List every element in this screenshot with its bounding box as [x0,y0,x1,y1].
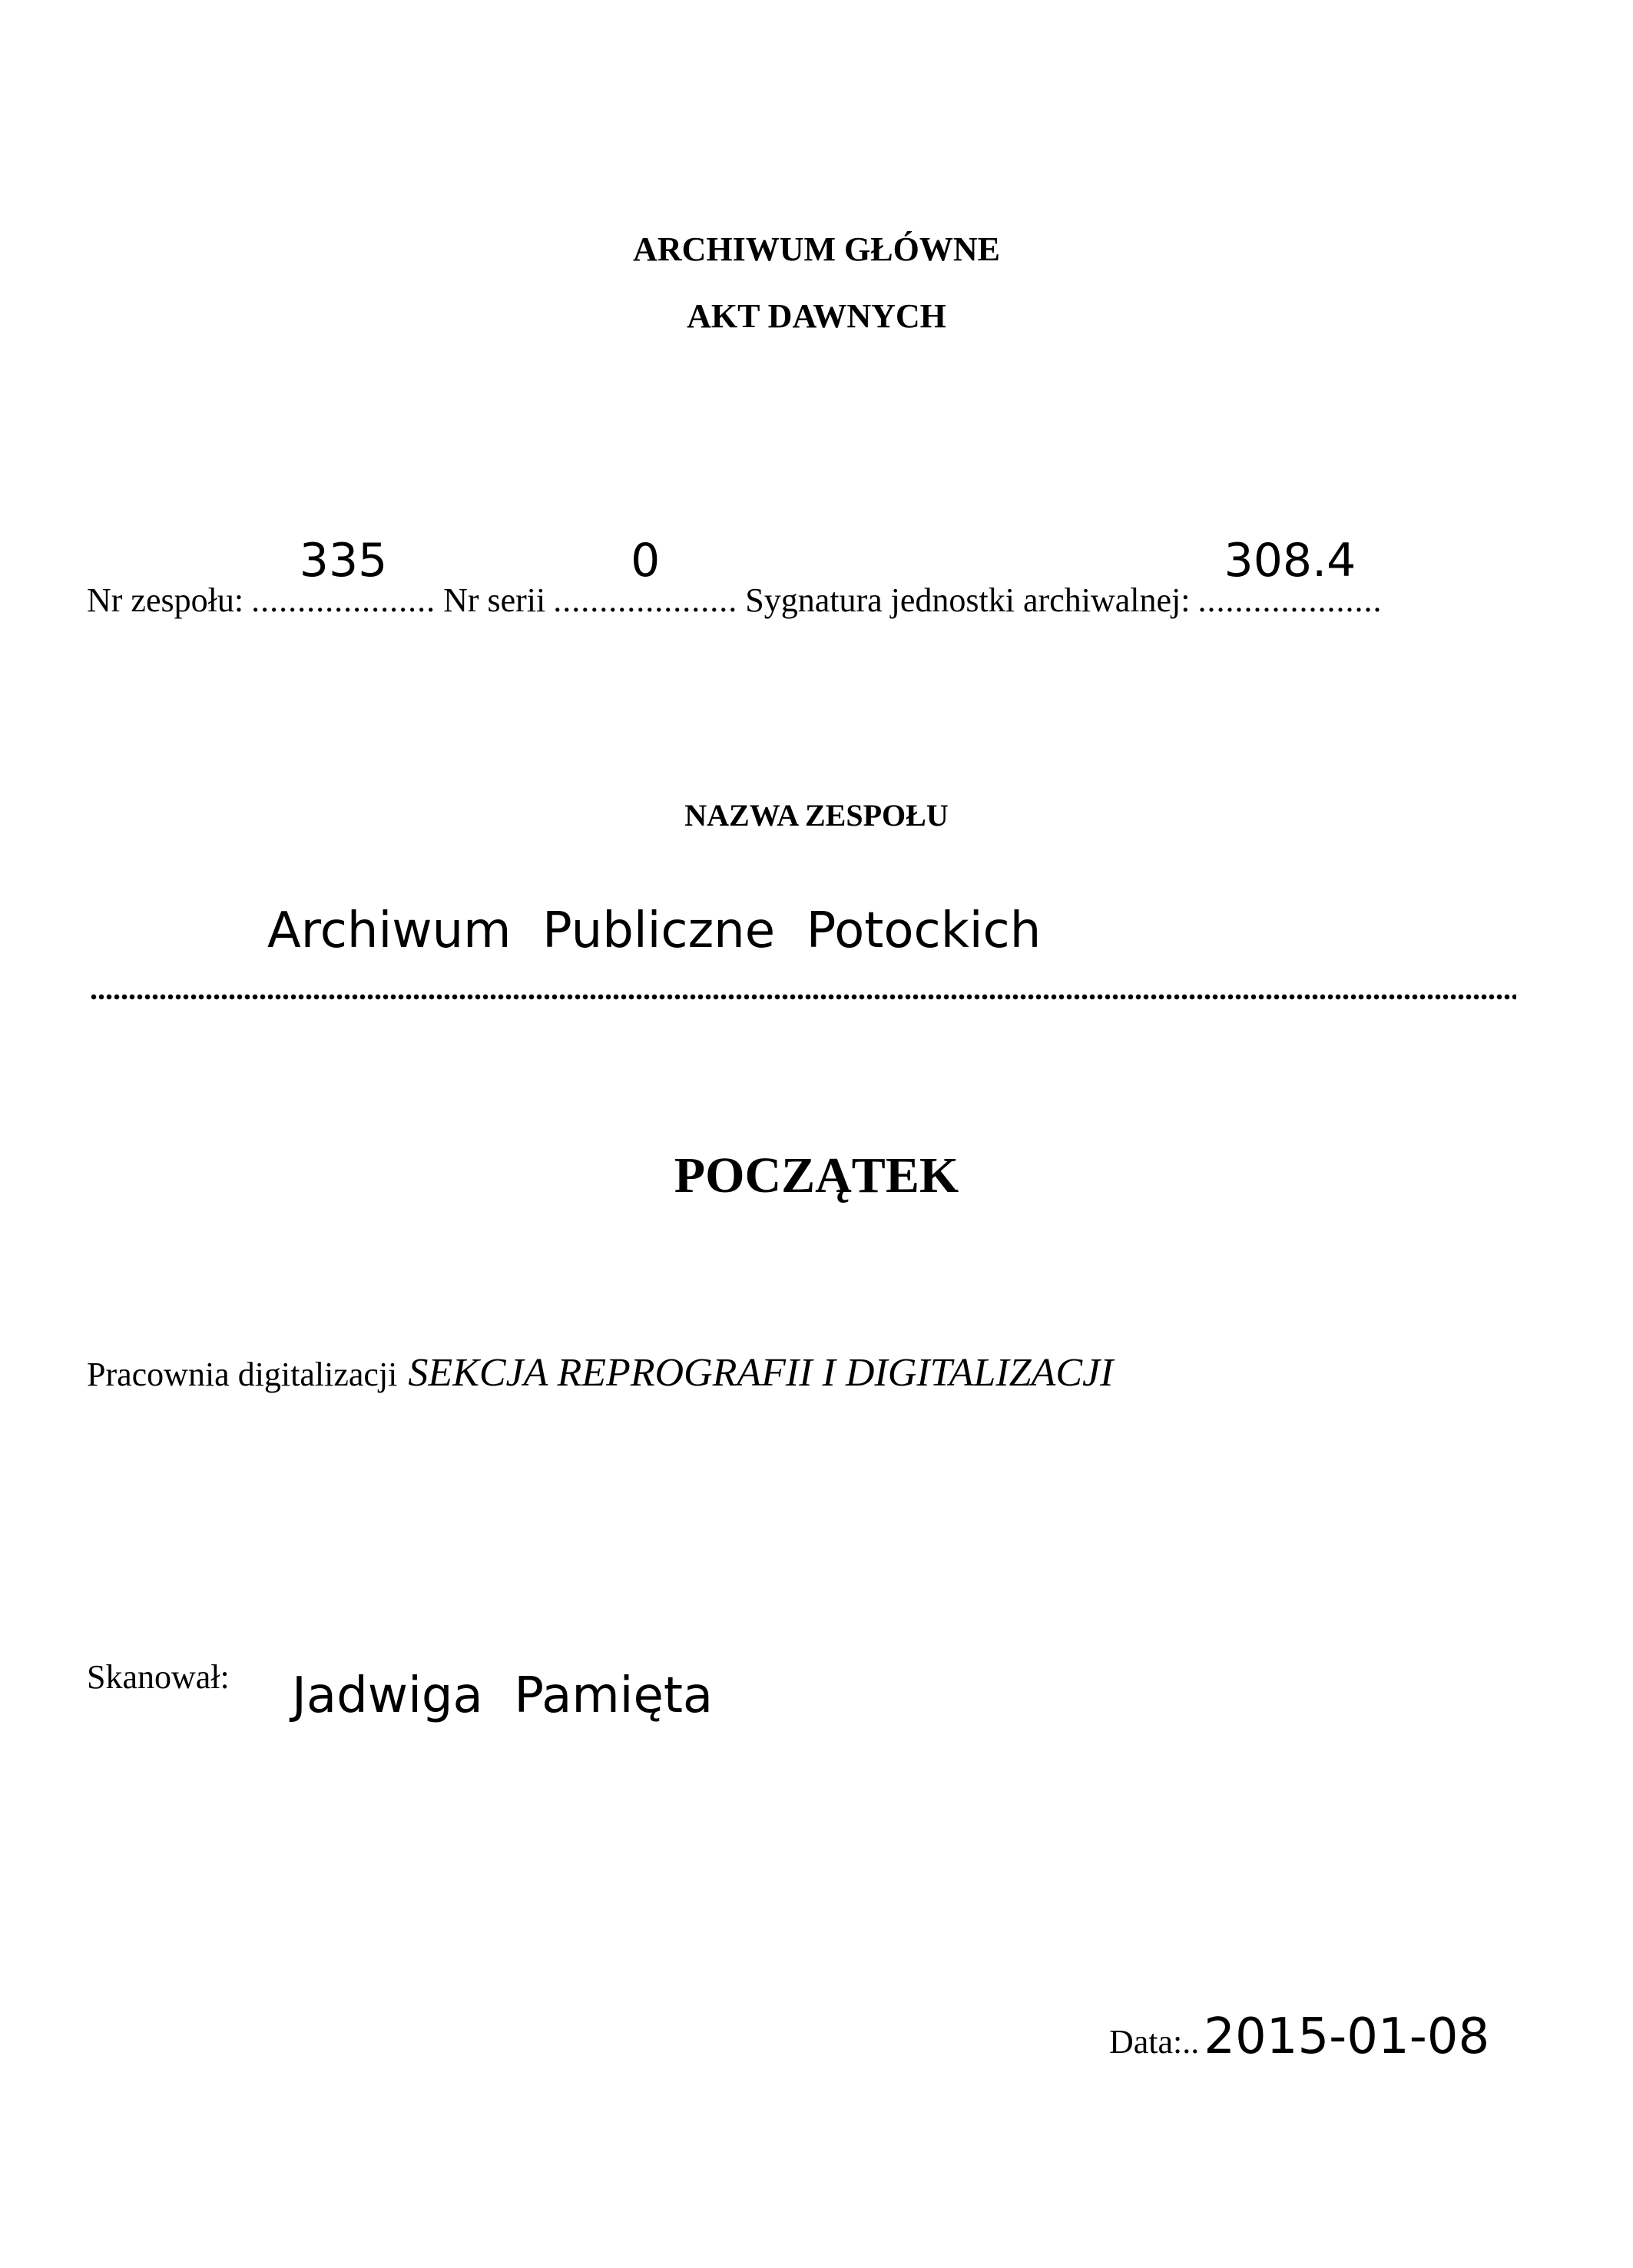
lab-line [87,1353,1113,1393]
date-label: Data:.. [1109,2023,1200,2061]
fond-dots: .................... [251,581,436,619]
fields-line [87,534,1390,619]
date-value: 2015-01-08 [1204,2008,1490,2065]
scanner-label: Skanował: [87,1658,230,1696]
fond-field [251,534,436,619]
date-line [1109,2008,1490,2065]
lab-value: SEKCJA REPROGRAFII I DIGITALIZACJI [408,1351,1114,1395]
fond-label: Nr zespołu: [87,581,244,619]
series-label: Nr serii [443,581,546,619]
scanner-name: Jadwiga Pamięta [292,1667,714,1724]
archive-name-line1: ARCHIWUM GŁÓWNE [633,230,1000,268]
series-dots: .................... [553,581,738,619]
signature-field [1197,534,1383,619]
archive-name-line2: AKT DAWNYCH [687,297,946,335]
signature-value: 308.4 [1224,534,1356,588]
page-title: POCZĄTEK [674,1147,959,1204]
signature-label: Sygnatura jednostki archiwalnej: [745,581,1191,619]
fond-name-label: NAZWA ZESPOŁU [684,798,949,833]
lab-label: Pracownia digitalizacji [87,1356,398,1393]
fond-number-value: 335 [299,534,388,588]
fond-name-value: Archiwum Publiczne Potockich [267,902,1042,959]
series-field [553,534,738,619]
signature-dots: .................... [1197,581,1383,619]
dotted-divider [90,993,1516,1001]
series-number-value: 0 [631,534,661,588]
